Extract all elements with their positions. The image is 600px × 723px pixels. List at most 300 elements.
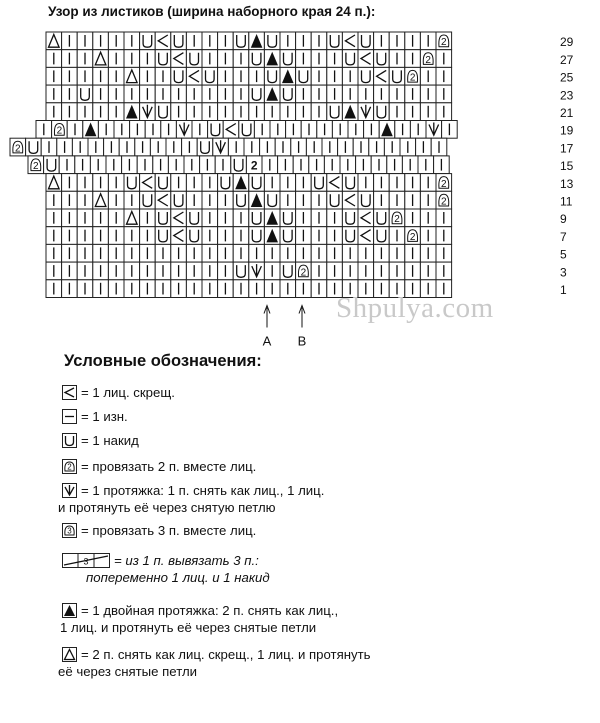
chart-cell [374, 174, 390, 192]
chart-cell [140, 209, 156, 227]
chart-cell [420, 191, 436, 209]
chart-cell [153, 156, 169, 174]
chart-cell [311, 244, 327, 262]
chart-cell [93, 103, 109, 121]
chart-cell [202, 174, 218, 192]
chart-cell [338, 138, 354, 156]
svg-text:2: 2 [441, 178, 447, 190]
chart-cell [202, 85, 218, 103]
chart-cell [342, 262, 358, 280]
chart-cell [202, 227, 218, 245]
chart-cell [405, 227, 421, 245]
chart-cell [155, 67, 171, 85]
chart-cell [280, 85, 296, 103]
row-number: 29 [560, 35, 574, 50]
chart-cell [171, 50, 187, 68]
chart-cell [358, 262, 374, 280]
chart-cell [296, 174, 312, 192]
chart-cell [342, 85, 358, 103]
chart-cell [420, 103, 436, 121]
chart-cell [327, 227, 343, 245]
chart-cell [426, 121, 442, 139]
svg-text:3: 3 [83, 556, 89, 567]
chart-cell [62, 244, 78, 262]
chart-cell [405, 85, 421, 103]
chart-cell [436, 50, 452, 68]
chart-cell [171, 85, 187, 103]
svg-text:2: 2 [409, 72, 416, 84]
svg-text:2: 2 [394, 214, 400, 226]
chart-cell [140, 262, 156, 280]
chart-cell [171, 103, 187, 121]
chart-cell [296, 262, 312, 280]
chart-cell [358, 32, 374, 50]
chart-cell [296, 209, 312, 227]
chart-cell [356, 156, 372, 174]
chart-cell [59, 156, 75, 174]
chart-cell [108, 262, 124, 280]
chart-cell [260, 138, 276, 156]
row-number: 19 [560, 123, 574, 138]
legend-text: = из 1 п. вывязать 3 п.: [114, 553, 259, 568]
chart-cell [389, 32, 405, 50]
chart-cell [62, 103, 78, 121]
chart-cell [77, 32, 93, 50]
chart-cell [93, 85, 109, 103]
chart-cell [161, 121, 177, 139]
chart-cell [213, 138, 229, 156]
chart-cell [436, 32, 452, 50]
legend-item [62, 552, 270, 586]
chart-cell [301, 121, 317, 139]
chart-cell [10, 138, 26, 156]
svg-text:2: 2 [250, 158, 258, 173]
chart-cell [233, 67, 249, 85]
row-number: 1 [560, 282, 567, 297]
chart-cell [332, 121, 348, 139]
chart-cell [374, 262, 390, 280]
chart-cell [280, 280, 296, 298]
chart-cell [280, 103, 296, 121]
chart-cell [358, 50, 374, 68]
chart-cell [67, 121, 83, 139]
chart-cell [46, 191, 62, 209]
cdd-symbol-icon [62, 603, 77, 618]
row-number: 11 [560, 194, 573, 209]
chart-cell [62, 227, 78, 245]
svg-text:2: 2 [441, 37, 447, 49]
chart-cell [122, 156, 138, 174]
chart-cell [171, 227, 187, 245]
chart-cell [83, 121, 99, 139]
chart-cell [52, 121, 68, 139]
chart-cell [280, 244, 296, 262]
dash-symbol-icon [62, 409, 77, 424]
svg-text:2: 2 [425, 54, 431, 66]
legend-item [62, 602, 338, 636]
chart-cell [46, 103, 62, 121]
chart-cell [311, 103, 327, 121]
chart-cell [62, 280, 78, 298]
chart-cell [155, 280, 171, 298]
chart-cell [436, 262, 452, 280]
row-number: 25 [560, 70, 574, 85]
chart-cell [77, 262, 93, 280]
chart-cell [249, 85, 265, 103]
chart-cell [62, 174, 78, 192]
chart-cell [202, 262, 218, 280]
chart-cell [395, 121, 411, 139]
legend-text: = 1 накид [81, 433, 139, 448]
chart-cell [46, 244, 62, 262]
knitting-chart [0, 22, 600, 352]
chart-cell [436, 103, 452, 121]
chart-cell [280, 227, 296, 245]
chart-cell [228, 138, 244, 156]
chart-cell [436, 85, 452, 103]
chart-cell [327, 209, 343, 227]
chart-cell [353, 138, 369, 156]
legend-text: = 1 изн. [81, 409, 128, 424]
chart-cell [93, 174, 109, 192]
chart-cell [420, 32, 436, 50]
chart-cell [124, 103, 140, 121]
chart-cell [150, 138, 166, 156]
chart-cell [186, 85, 202, 103]
chart-cell [186, 244, 202, 262]
chart-cell [88, 138, 104, 156]
chart-cell [280, 174, 296, 192]
chart-cell [296, 103, 312, 121]
chart-cell [202, 32, 218, 50]
row-number: 27 [560, 52, 574, 67]
chart-cell [358, 209, 374, 227]
chart-cell [186, 191, 202, 209]
chart-cell [218, 262, 234, 280]
chart-cell [182, 138, 198, 156]
chart-cell [405, 174, 421, 192]
chart-cell [46, 174, 62, 192]
chart-cell [296, 280, 312, 298]
chart-cell [369, 138, 385, 156]
chart-cell [358, 174, 374, 192]
chart-cell [90, 156, 106, 174]
chart-cell [168, 156, 184, 174]
chart-cell [311, 67, 327, 85]
svg-text:2: 2 [33, 161, 39, 173]
chart-cell [275, 138, 291, 156]
chart-cell [327, 244, 343, 262]
chart-cell [436, 227, 452, 245]
chart-cell [249, 280, 265, 298]
chart-cell [155, 103, 171, 121]
chart-cell [374, 85, 390, 103]
chart-cell [278, 156, 294, 174]
chart-cell [420, 50, 436, 68]
chart-cell [155, 85, 171, 103]
chart-cell [264, 244, 280, 262]
legend-text: = 1 протяжка: 1 п. снять как лиц., 1 лиц. [81, 483, 325, 498]
chart-cell [186, 280, 202, 298]
chart-cell [389, 191, 405, 209]
chart-cell [264, 280, 280, 298]
chart-cell [44, 156, 60, 174]
chart-cell [223, 121, 239, 139]
chart-cell [420, 85, 436, 103]
row-number: 15 [560, 159, 574, 174]
chart-cell [342, 191, 358, 209]
chart-cell [124, 244, 140, 262]
legend-text: = 2 п. снять как лиц. скрещ., 1 лиц. и протянуть [81, 647, 371, 662]
chart-cell [296, 191, 312, 209]
chart-cell [77, 50, 93, 68]
chart-cell [327, 32, 343, 50]
chart-cell [431, 138, 447, 156]
chart-cell [171, 244, 187, 262]
chart-cell [420, 227, 436, 245]
chart-cell [405, 50, 421, 68]
chart-cell [155, 227, 171, 245]
chart-cell [358, 227, 374, 245]
chart-cell [108, 67, 124, 85]
legend-text-continued: её через снятые петли [58, 664, 198, 679]
chart-cell [264, 50, 280, 68]
chart-cell [324, 156, 340, 174]
chart-cell [293, 156, 309, 174]
chart-cell [140, 32, 156, 50]
chart-cell [140, 50, 156, 68]
chart-cell [140, 244, 156, 262]
chart-cell [342, 209, 358, 227]
chart-cell [77, 244, 93, 262]
chart-cell [389, 227, 405, 245]
legend-item [58, 482, 325, 516]
chart-cell [389, 50, 405, 68]
chart-cell [327, 67, 343, 85]
chart-cell [233, 244, 249, 262]
chart-cell [358, 85, 374, 103]
chart-cell [186, 262, 202, 280]
chart-cell [389, 103, 405, 121]
chart-cell [270, 121, 286, 139]
chart-cell [327, 262, 343, 280]
chart-cell [280, 262, 296, 280]
chart-cell [93, 244, 109, 262]
legend-text-continued: попеременно 1 лиц. и 1 накид [86, 570, 270, 585]
chart-cell [98, 121, 114, 139]
chart-cell [124, 191, 140, 209]
chart-cell [254, 121, 270, 139]
chart-cell [218, 227, 234, 245]
chart-cell [296, 244, 312, 262]
chart-cell [309, 156, 325, 174]
chart-cell [124, 67, 140, 85]
chart-cell [389, 244, 405, 262]
chart-cell [202, 244, 218, 262]
chart-cell [311, 85, 327, 103]
chart-cell [264, 191, 280, 209]
chart-cell [311, 50, 327, 68]
chart-cell [171, 280, 187, 298]
chart-cell [108, 32, 124, 50]
chart-cell [124, 227, 140, 245]
chart-cell [75, 156, 91, 174]
chart-cell [186, 103, 202, 121]
chart-cell [233, 50, 249, 68]
chart-cell [155, 209, 171, 227]
chart-cell [218, 32, 234, 50]
chart-cell [420, 209, 436, 227]
chart-cell [296, 32, 312, 50]
chart-cell [62, 209, 78, 227]
legend-text-continued: 1 лиц. и протянуть её через снятые петли [60, 620, 317, 635]
chart-cell [140, 85, 156, 103]
chart-cell [62, 85, 78, 103]
chart-cell [124, 262, 140, 280]
chart-cell [171, 32, 187, 50]
legend-item [62, 384, 175, 401]
chart-cell [420, 244, 436, 262]
chart-cell [342, 103, 358, 121]
chart-cell [264, 174, 280, 192]
chart-cell [296, 227, 312, 245]
chart-cell [311, 191, 327, 209]
chart-cell [62, 50, 78, 68]
chart-cell [296, 85, 312, 103]
chart-cell [135, 138, 151, 156]
chart-cell [384, 138, 400, 156]
chart-cell [291, 138, 307, 156]
row-number: 9 [560, 212, 567, 227]
chart-cell [389, 209, 405, 227]
chart-cell [155, 244, 171, 262]
chart-cell [202, 209, 218, 227]
chart-cell [171, 262, 187, 280]
chart-cell [436, 191, 452, 209]
chart-cell [249, 32, 265, 50]
chart-cell [434, 156, 450, 174]
chart-cell [420, 262, 436, 280]
chart-cell [327, 103, 343, 121]
chart-cell [184, 156, 200, 174]
chart-cell [218, 67, 234, 85]
chart-cell [374, 32, 390, 50]
chart-cell [364, 121, 380, 139]
chart-cell [233, 85, 249, 103]
svg-text:2: 2 [441, 196, 447, 208]
chart-cell [358, 103, 374, 121]
chart-cell [249, 244, 265, 262]
chart-cell [264, 103, 280, 121]
row-number: 7 [560, 229, 567, 244]
chart-cell [239, 121, 255, 139]
chart-cell [311, 227, 327, 245]
chart-cell [405, 244, 421, 262]
sk2p-symbol-icon [62, 647, 77, 662]
chart-cell [387, 156, 403, 174]
k2tog-symbol-icon [62, 459, 77, 474]
chart-cell [286, 121, 302, 139]
chart-cell [264, 32, 280, 50]
chart-cell [104, 138, 120, 156]
chart-cell [108, 191, 124, 209]
chart-cell [358, 244, 374, 262]
chart-cell [249, 50, 265, 68]
inc3-symbol-icon [62, 553, 110, 568]
chart-cell [249, 103, 265, 121]
chart-cell [186, 227, 202, 245]
chart-cell [108, 50, 124, 68]
chart-cell [264, 209, 280, 227]
chart-cell [218, 103, 234, 121]
chart-cell [124, 50, 140, 68]
svg-text:2: 2 [409, 231, 416, 243]
chart-cell [311, 209, 327, 227]
chart-cell [264, 67, 280, 85]
chart-cell [317, 121, 333, 139]
chart-cell [28, 156, 44, 174]
chart-cell [155, 174, 171, 192]
chart-cell [311, 32, 327, 50]
chart-cell [166, 138, 182, 156]
legend-item [62, 522, 256, 539]
chart-cell [171, 209, 187, 227]
chart-cell [171, 191, 187, 209]
chart-cell [46, 280, 62, 298]
chart-cell [389, 85, 405, 103]
chart-cell [280, 50, 296, 68]
chart-cell [93, 227, 109, 245]
chart-cell [202, 67, 218, 85]
chart-cell [436, 209, 452, 227]
chart-cell [124, 280, 140, 298]
chart-cell [311, 174, 327, 192]
chart-cell [41, 138, 57, 156]
chart-cell [218, 191, 234, 209]
chart-cell [296, 67, 312, 85]
chart-cell [202, 103, 218, 121]
row-number: 17 [560, 141, 574, 156]
chart-cell [264, 227, 280, 245]
chart-cell [233, 209, 249, 227]
chart-cell [233, 280, 249, 298]
chart-cell [262, 156, 278, 174]
chart-cell [140, 191, 156, 209]
chart-cell [322, 138, 338, 156]
chart-cell [62, 191, 78, 209]
chart-cell [57, 138, 73, 156]
chart-cell [186, 174, 202, 192]
svg-text:2: 2 [15, 143, 21, 155]
chart-cell [46, 262, 62, 280]
chart-cell [114, 121, 130, 139]
chart-cell [264, 85, 280, 103]
chart-cell [410, 121, 426, 139]
chart-cell [218, 244, 234, 262]
chart-cell [374, 50, 390, 68]
chart-cell [342, 244, 358, 262]
chart-cell [124, 174, 140, 192]
chart-cell [155, 50, 171, 68]
chart-cell [46, 32, 62, 50]
chart-cell [340, 156, 356, 174]
chart-cell [108, 227, 124, 245]
row-number: 23 [560, 88, 574, 103]
chart-cell [389, 174, 405, 192]
chart-cell [140, 174, 156, 192]
chart-cell [389, 67, 405, 85]
chart-cell [208, 121, 224, 139]
